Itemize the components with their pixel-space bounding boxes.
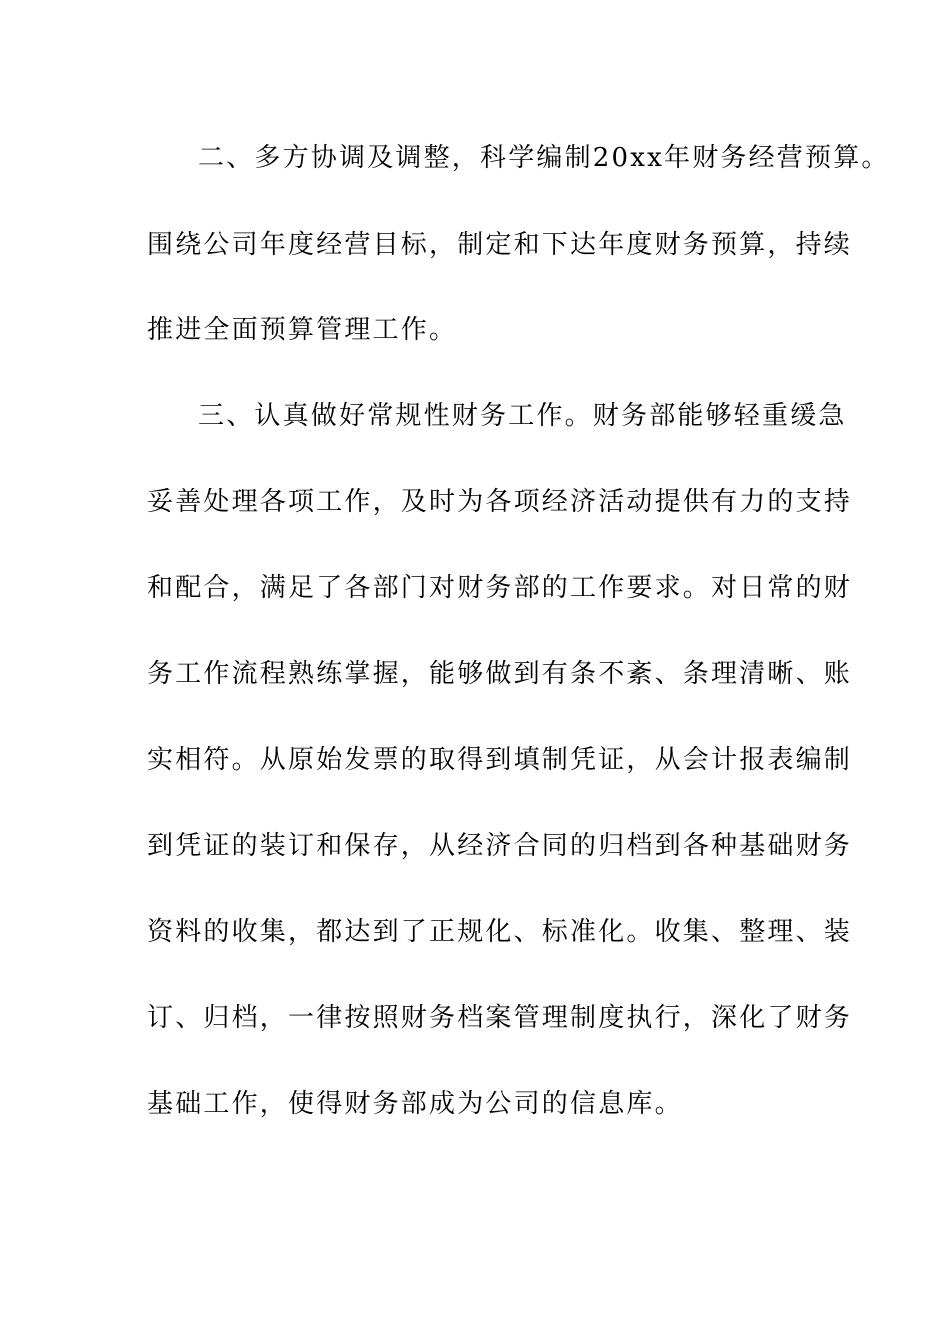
paragraph-2-line-2: 围绕公司年度经营目标，制定和下达年度财务预算，持续	[147, 230, 853, 260]
paragraph-2-line-1: 二、多方协调及调整，科学编制20xx年财务经营预算。	[198, 143, 890, 173]
paragraph-3-line-4: 务工作流程熟练掌握，能够做到有条不紊、条理清晰、账	[147, 659, 853, 689]
paragraph-2-line-3: 推进全面预算管理工作。	[147, 315, 458, 345]
paragraph-3-line-7: 资料的收集，都达到了正规化、标准化。收集、整理、装	[147, 917, 853, 947]
paragraph-3-line-5: 实相符。从原始发票的取得到填制凭证，从会计报表编制	[147, 745, 853, 775]
paragraph-3-line-9: 基础工作，使得财务部成为公司的信息库。	[147, 1089, 683, 1119]
paragraph-3-line-8: 订、归档，一律按照财务档案管理制度执行，深化了财务	[147, 1003, 853, 1033]
paragraph-3-line-2: 妥善处理各项工作，及时为各项经济活动提供有力的支持	[147, 487, 853, 517]
paragraph-3-line-1: 三、认真做好常规性财务工作。财务部能够轻重缓急	[198, 401, 847, 431]
paragraph-3-line-3: 和配合，满足了各部门对财务部的工作要求。对日常的财	[147, 573, 853, 603]
paragraph-3-line-6: 到凭证的装订和保存，从经济合同的归档到各种基础财务	[147, 831, 853, 861]
